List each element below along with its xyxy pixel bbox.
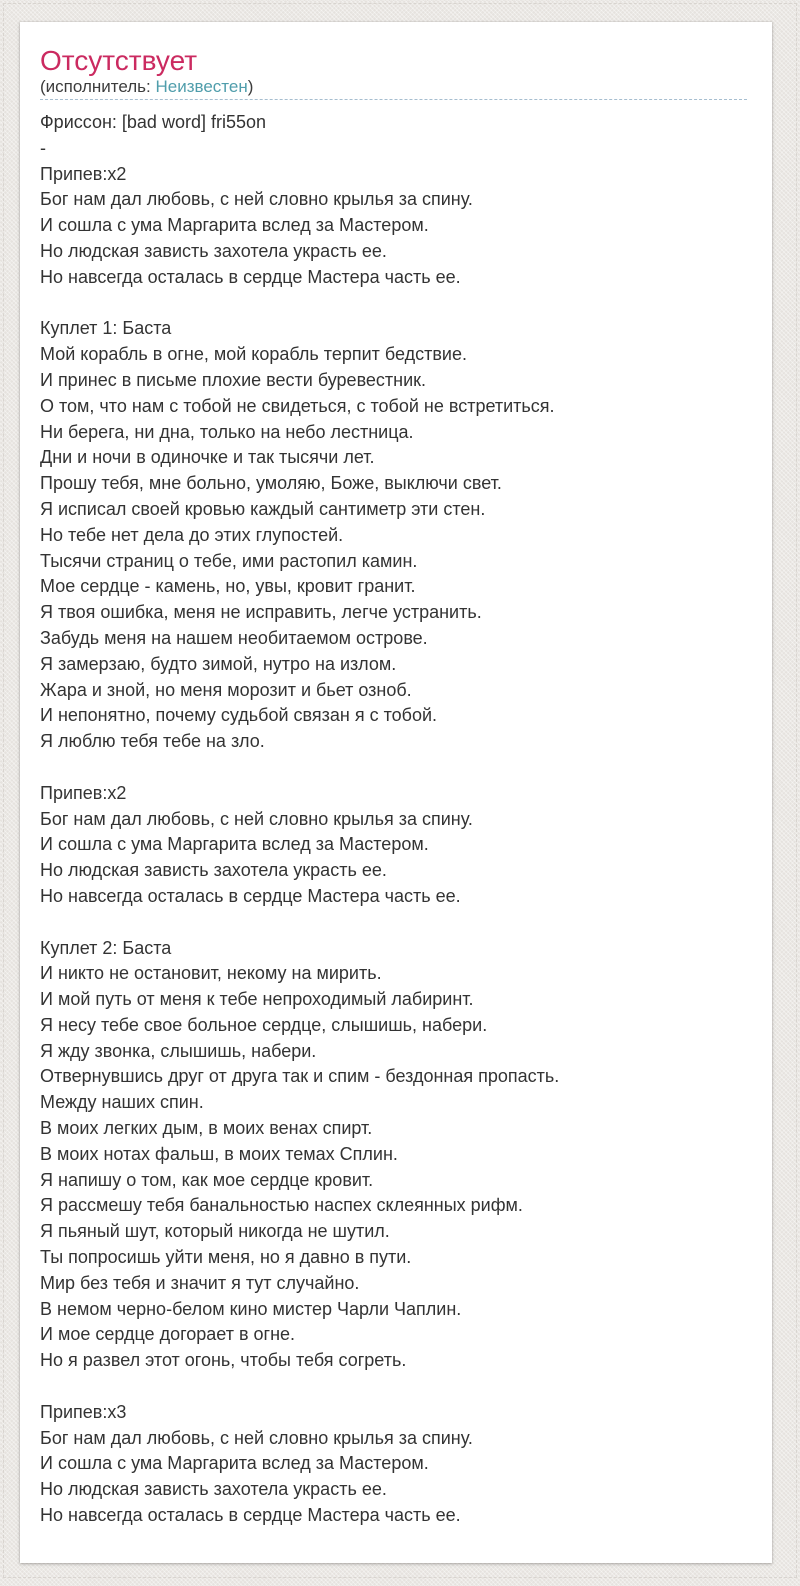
lyric-line: И сошла с ума Маргарита вслед за Мастером. <box>40 1453 429 1474</box>
lyric-line: И мое сердце догорает в огне. <box>40 1324 296 1345</box>
lyric-line: Мое сердце - камень, но, увы, кровит гранит. <box>40 576 416 597</box>
lyric-line: Но я развел этот огонь, чтобы тебя согреть. <box>40 1350 407 1371</box>
lyric-line: И мой путь от меня к тебе непроходимый лабиринт. <box>40 989 474 1010</box>
lyric-line: Я замерзаю, будто зимой, нутро на излом. <box>40 653 397 674</box>
lyric-line: Припев:x2 <box>40 782 127 803</box>
lyric-line: Ни берега, ни дна, только на небо лестница. <box>40 421 414 442</box>
lyric-line: Я твоя ошибка, меня не исправить, легче устранить. <box>40 602 482 623</box>
lyric-line: Бог нам дал любовь, с ней словно крылья за спину. <box>40 808 473 829</box>
lyric-line: Припев:x2 <box>40 163 127 184</box>
lyric-line: Я исписал своей кровью каждый сантиметр эти стен. <box>40 498 486 519</box>
lyric-line: Бог нам дал любовь, с ней словно крылья за спину. <box>40 189 473 210</box>
lyric-line: В моих нотах фальш, в моих темах Сплин. <box>40 1143 398 1164</box>
lyric-line: И сошла с ума Маргарита вслед за Мастером. <box>40 215 429 236</box>
lyric-line: Прошу тебя, мне больно, умоляю, Боже, выключи свет. <box>40 473 502 494</box>
dashed-separator <box>40 99 747 100</box>
lyric-line: Отвернувшись друг от друга так и спим - бездонная пропасть. <box>40 1066 560 1087</box>
lyric-line: Ты попросишь уйти меня, но я давно в пути. <box>40 1247 412 1268</box>
lyric-line <box>40 755 752 781</box>
artist-suffix-label: ) <box>247 77 254 96</box>
artist-link[interactable]: Неизвестен <box>155 77 248 96</box>
lyric-line <box>40 910 752 936</box>
lyric-line <box>40 1374 752 1400</box>
lyric-line: Но навсегда осталась в сердце Мастера часть ее. <box>40 1505 461 1526</box>
lyric-line: Жара и зной, но меня морозит и бьет озноб. <box>40 679 412 700</box>
lyric-line: Я люблю тебя тебе на зло. <box>40 731 265 752</box>
song-title-link[interactable]: Отсутствует <box>40 45 198 76</box>
lyric-line: Дни и ночи в одиночке и так тысячи лет. <box>40 447 375 468</box>
lyric-line: Но навсегда осталась в сердце Мастера часть ее. <box>40 885 461 906</box>
artist-line <box>40 78 752 96</box>
lyric-line: И сошла с ума Маргарита вслед за Мастером. <box>40 834 429 855</box>
lyric-line: Я рассмешу тебя банальностью наспех склеянных рифм. <box>40 1195 523 1216</box>
lyric-line: И непонятно, почему судьбой связан я с тобой. <box>40 705 438 726</box>
lyric-line: Но тебе нет дела до этих глупостей. <box>40 524 344 545</box>
lyric-line: Я напишу о том, как мое сердце кровит. <box>40 1169 374 1190</box>
artist-prefix-label: (исполнитель: <box>40 77 151 96</box>
lyric-line: - <box>40 137 46 158</box>
lyric-line: В моих легких дым, в моих венах спирт. <box>40 1118 373 1139</box>
lyric-line: Но людская зависть захотела украсть ее. <box>40 1479 387 1500</box>
lyric-line: Припев:x3 <box>40 1401 127 1422</box>
lyrics-card <box>20 22 772 1563</box>
lyric-line: Но людская зависть захотела украсть ее. <box>40 860 387 881</box>
lyric-line: Куплет 1: Баста <box>40 318 172 339</box>
lyric-line: Фриссон: [bad word] fri55on <box>40 112 266 132</box>
lyric-line: Но людская зависть захотела украсть ее. <box>40 240 387 261</box>
lyric-line <box>40 291 752 317</box>
lyric-line: Мой корабль в огне, мой корабль терпит бедствие. <box>40 344 467 365</box>
lyric-line: Я пьяный шут, который никогда не шутил. <box>40 1221 390 1242</box>
lyric-line: Но навсегда осталась в сердце Мастера часть ее. <box>40 266 461 287</box>
lyric-line: Я несу тебе свое больное сердце, слышишь, набери. <box>40 1014 488 1035</box>
lyrics-text <box>40 110 752 1529</box>
lyric-line: Бог нам дал любовь, с ней словно крылья за спину. <box>40 1427 473 1448</box>
lyric-line: Забудь меня на нашем необитаемом острове. <box>40 627 428 648</box>
lyric-line: В немом черно-белом кино мистер Чарли Чаплин. <box>40 1298 462 1319</box>
lyric-line: Куплет 2: Баста <box>40 937 172 958</box>
lyric-line: Я жду звонка, слышишь, набери. <box>40 1040 317 1061</box>
lyric-line: Мир без тебя и значит я тут случайно. <box>40 1272 360 1293</box>
lyric-line: И никто не остановит, некому на мирить. <box>40 963 382 984</box>
lyric-line: И принес в письме плохие вести буревестник. <box>40 369 427 390</box>
lyric-line: Между наших спин. <box>40 1092 204 1113</box>
lyric-line: Тысячи страниц о тебе, ими растопил камин. <box>40 550 418 571</box>
lyric-line: О том, что нам с тобой не свидеться, с тобой не встретиться. <box>40 395 555 416</box>
